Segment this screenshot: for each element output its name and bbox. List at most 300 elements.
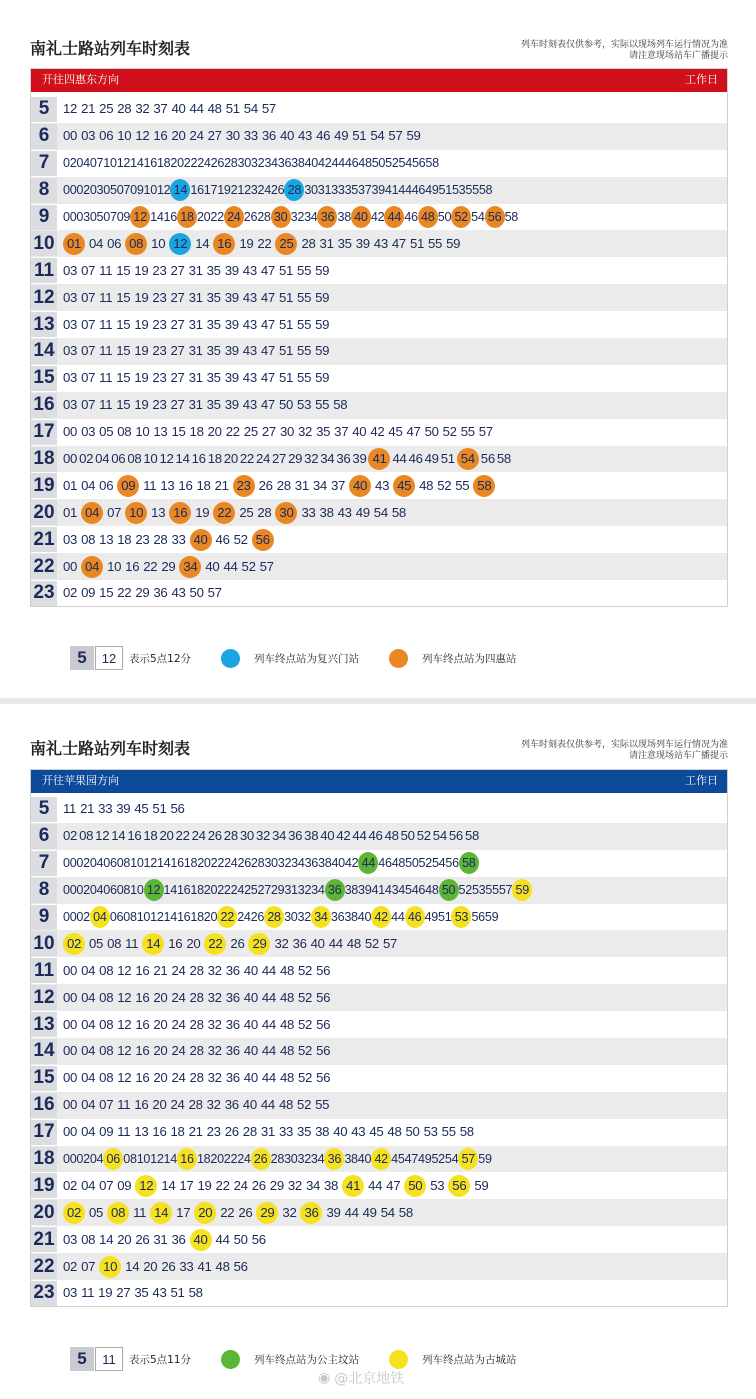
departure-minute: 22 (117, 585, 132, 601)
departure-minute: 03 (63, 1231, 78, 1247)
departure-minute: 32 (282, 1204, 297, 1220)
departure-minute: 23 (152, 343, 167, 359)
departure-minute: 31 (188, 262, 203, 278)
legend-hour-sample: 5 (70, 646, 94, 670)
departure-minute: 40 (171, 101, 186, 117)
departure-minute: 06 (107, 235, 122, 251)
departure-minute: 21 (81, 101, 96, 117)
departure-minute: 54 (373, 504, 388, 520)
departure-minute: 27 (116, 1285, 131, 1301)
departure-minute: 22 (210, 210, 224, 224)
departure-minute: 47 (404, 1152, 419, 1167)
minutes-list (63, 475, 499, 497)
hour-cell: 17 (31, 1120, 57, 1145)
departure-minute: 48 (279, 1070, 295, 1086)
minutes-list (63, 1121, 478, 1143)
departure-minute: 26 (224, 1124, 239, 1140)
departure-minute: 08 (116, 856, 131, 871)
departure-minute: 39 (224, 397, 239, 413)
departure-minute: 38 (318, 856, 332, 871)
departure-minute: 23 (135, 531, 150, 547)
departure-minute: 14 (161, 1177, 176, 1193)
departure-minute: 52 (298, 1070, 313, 1086)
departure-minute: 16 (191, 451, 206, 467)
departure-minute: 27 (170, 289, 185, 305)
departure-minute: 17 (203, 183, 218, 198)
departure-minute: 48 (391, 856, 406, 871)
departure-minute-yellow-terminus: 20 (194, 1202, 216, 1224)
departure-minute: 58 (425, 156, 439, 171)
table-row (30, 1280, 728, 1307)
departure-minute: 33 (243, 128, 258, 144)
departure-minute: 53 (423, 1124, 438, 1140)
departure-minute: 39 (326, 1204, 341, 1220)
departure-minute: 52 (241, 558, 256, 574)
departure-minute-yellow-terminus: 12 (135, 1175, 157, 1197)
table-row (30, 257, 728, 284)
departure-minute: 22 (175, 828, 190, 844)
departure-minute-orange-terminus: 40 (190, 529, 212, 551)
departure-minute: 48 (387, 1124, 402, 1140)
departure-minute: 44 (261, 1043, 276, 1059)
hour-cell: 11 (31, 258, 57, 283)
minutes-list (63, 260, 333, 282)
departure-minute: 18 (156, 156, 171, 171)
departure-minute: 24 (230, 883, 245, 898)
table-row (30, 177, 728, 204)
departure-minute: 40 (333, 1124, 348, 1140)
minutes-list (63, 879, 532, 901)
departure-minute: 14 (195, 235, 210, 251)
departure-minute: 18 (143, 828, 158, 844)
hour-cell: 16 (31, 1093, 57, 1118)
departure-minute: 48 (384, 828, 399, 844)
departure-minute: 20 (143, 1258, 158, 1274)
departure-minute: 59 (478, 1152, 492, 1167)
departure-minute: 35 (297, 1124, 312, 1140)
departure-minute: 33 (179, 1258, 194, 1274)
departure-minute: 43 (351, 1124, 366, 1140)
departure-minute: 27 (261, 424, 276, 440)
departure-minute: 00 (63, 856, 77, 871)
departure-minute: 31 (153, 1231, 168, 1247)
table-row (30, 1172, 728, 1199)
hour-cell: 13 (31, 312, 57, 337)
table-row (30, 1146, 728, 1173)
departure-minute: 09 (130, 183, 144, 198)
legend-hour-sample: 5 (70, 1347, 94, 1371)
minutes-list (63, 394, 351, 416)
departure-minute: 32 (277, 856, 292, 871)
departure-minute-green-terminus: 12 (144, 879, 164, 901)
departure-minute: 32 (207, 1016, 222, 1032)
departure-minute: 35 (344, 183, 359, 198)
legend-item-fuxingmen: 列车终点站为复兴门站 (254, 652, 360, 665)
departure-minute: 51 (278, 370, 294, 386)
departure-minute: 22 (215, 1177, 230, 1193)
departure-minute: 27 (257, 883, 271, 898)
departure-minute: 40 (310, 935, 325, 951)
departure-minute-orange-terminus: 23 (233, 475, 255, 497)
departure-minute: 56 (480, 451, 495, 467)
departure-minute: 04 (89, 235, 104, 251)
departure-minute: 40 (205, 558, 220, 574)
departure-minute: 08 (127, 451, 142, 467)
minutes-list (63, 1014, 334, 1036)
disclaimer-line-1: 列车时刻表仅供参考，实际以现场列车运行情况为准 (520, 40, 728, 50)
departure-minute-yellow-terminus: 10 (99, 1256, 121, 1278)
departure-minute: 44 (261, 1070, 276, 1086)
departure-minute: 53 (451, 183, 466, 198)
minutes-list (63, 1175, 492, 1197)
departure-minute: 20 (203, 883, 218, 898)
departure-minute: 18 (170, 1124, 185, 1140)
departure-minute: 07 (81, 1258, 96, 1274)
departure-minute: 38 (291, 156, 305, 171)
table-row (30, 472, 728, 499)
departure-minute: 00 (63, 910, 77, 924)
departure-minute: 11 (143, 477, 157, 493)
departure-minute: 09 (117, 1177, 132, 1193)
departure-minute-orange-terminus: 25 (275, 233, 297, 255)
departure-minute-yellow-terminus: 42 (371, 906, 391, 928)
departure-minute: 09 (116, 210, 131, 224)
departure-minute: 13 (151, 504, 166, 520)
departure-minute: 48 (279, 1016, 295, 1032)
departure-minute: 24 (189, 128, 204, 144)
departure-minute: 46 (411, 183, 426, 198)
departure-minute: 48 (279, 962, 295, 978)
minutes-list (63, 1282, 207, 1304)
departure-minute: 32 (207, 962, 222, 978)
table-row (30, 446, 728, 473)
hour-cell: 18 (31, 1147, 57, 1172)
departure-minute: 52 (297, 1097, 312, 1113)
departure-minute: 30 (239, 828, 254, 844)
departure-minute: 33 (278, 1124, 294, 1140)
departure-minute: 18 (207, 451, 222, 467)
departure-minute: 27 (170, 343, 185, 359)
departure-minute: 37 (334, 424, 349, 440)
table-row (30, 1226, 728, 1253)
departure-minute: 00 (63, 883, 77, 898)
departure-minute: 50 (400, 828, 415, 844)
departure-minute: 14 (163, 910, 177, 924)
minutes-list (63, 206, 518, 228)
departure-minute: 12 (117, 989, 132, 1005)
departure-minute: 08 (116, 883, 131, 898)
departure-minute: 26 (258, 477, 273, 493)
departure-minute: 03 (63, 531, 78, 547)
departure-minute: 22 (183, 156, 198, 171)
departure-minute: 04 (95, 451, 110, 467)
departure-minute: 33 (171, 531, 186, 547)
departure-minute: 16 (134, 1097, 149, 1113)
departure-minute: 54 (398, 156, 412, 171)
departure-minute: 18 (190, 910, 204, 924)
departure-minute: 20 (223, 451, 238, 467)
departure-minute: 49 (362, 1204, 377, 1220)
departure-minute: 20 (153, 1016, 168, 1032)
departure-minute: 28 (257, 504, 272, 520)
departure-minute-blue-terminus: 12 (169, 233, 191, 255)
hour-cell: 8 (31, 178, 57, 203)
departure-minute: 55 (460, 424, 475, 440)
departure-minute: 47 (386, 1177, 401, 1193)
minutes-list (63, 1040, 334, 1062)
departure-minute: 35 (206, 343, 221, 359)
departure-minute: 20 (153, 1043, 168, 1059)
departure-minute: 16 (135, 1016, 150, 1032)
table-row (30, 311, 728, 338)
departure-minute: 21 (153, 962, 168, 978)
departure-minute: 14 (99, 1231, 114, 1247)
departure-minute: 51 (152, 801, 167, 817)
departure-minute: 34 (311, 883, 325, 898)
departure-minute: 01 (63, 504, 78, 520)
departure-minute-orange-terminus: 40 (351, 206, 371, 228)
departure-minute: 50 (278, 397, 294, 413)
departure-minute: 11 (99, 289, 113, 305)
weibo-icon: ◉ (318, 1370, 331, 1386)
departure-minute: 57 (261, 101, 276, 117)
departure-minute-orange-terminus: 48 (418, 206, 438, 228)
disclaimer-line-2: 请注意现场站车广播提示 (628, 751, 728, 761)
departure-minute: 03 (63, 397, 78, 413)
departure-minute: 38 (344, 910, 358, 924)
departure-minute: 24 (171, 962, 186, 978)
departure-minute: 26 (250, 910, 265, 924)
departure-minute: 59 (315, 262, 330, 278)
departure-minute: 19 (134, 370, 149, 386)
departure-minute: 34 (312, 477, 327, 493)
departure-minute: 50 (371, 156, 386, 171)
departure-minute: 14 (163, 1152, 177, 1167)
departure-minute: 35 (206, 397, 221, 413)
departure-minute: 40 (304, 156, 319, 171)
departure-minute: 25 (243, 424, 258, 440)
hour-cell: 22 (31, 554, 57, 579)
departure-minute: 39 (352, 451, 367, 467)
departure-minute: 15 (99, 585, 114, 601)
departure-minute: 31 (284, 883, 298, 898)
departure-minute: 30 (225, 128, 240, 144)
departure-minute: 28 (250, 856, 265, 871)
departure-minute: 16 (127, 828, 142, 844)
departure-minute: 14 (111, 828, 126, 844)
departure-minute: 14 (175, 451, 190, 467)
departure-minute: 19 (197, 1177, 212, 1193)
departure-minute: 15 (116, 316, 131, 332)
departure-minute: 32 (207, 989, 222, 1005)
departure-minute: 31 (188, 289, 203, 305)
departure-minute: 04 (81, 1177, 96, 1193)
departure-minute: 59 (315, 289, 330, 305)
departure-minute: 56 (316, 962, 331, 978)
departure-minute: 06 (103, 883, 117, 898)
hour-cell: 5 (31, 97, 57, 122)
departure-minute: 32 (297, 910, 311, 924)
departure-minute: 08 (99, 962, 114, 978)
table-row (30, 123, 728, 150)
departure-minute: 07 (81, 262, 96, 278)
departure-minute: 18 (196, 477, 211, 493)
departure-minute: 21 (188, 1124, 203, 1140)
departure-minute-orange-terminus: 04 (81, 502, 103, 524)
minutes-list (63, 448, 513, 470)
departure-minute-orange-terminus: 01 (63, 233, 85, 255)
departure-minute: 30 (284, 910, 298, 924)
departure-minute: 35 (206, 262, 221, 278)
departure-minute: 15 (116, 397, 131, 413)
departure-minute: 07 (81, 289, 96, 305)
departure-minute-yellow-terminus: 06 (103, 1148, 123, 1170)
departure-minute: 32 (290, 210, 305, 224)
departure-minute: 34 (272, 828, 287, 844)
departure-minute: 08 (81, 531, 96, 547)
departure-minute: 28 (189, 1016, 204, 1032)
departure-minute: 28 (301, 235, 316, 251)
departure-minute: 26 (230, 935, 245, 951)
departure-minute: 43 (242, 289, 257, 305)
departure-minute: 16 (176, 883, 191, 898)
departure-minute: 51 (225, 101, 240, 117)
departure-minute: 33 (301, 504, 316, 520)
departure-minute: 36 (225, 1043, 240, 1059)
departure-minute: 14 (156, 856, 171, 871)
departure-minute: 50 (424, 424, 439, 440)
departure-minute: 49 (355, 504, 370, 520)
departure-minute: 35 (206, 370, 221, 386)
departure-minute: 39 (355, 235, 370, 251)
departure-minute: 12 (150, 1152, 164, 1167)
departure-minute: 12 (116, 156, 131, 171)
departure-minute-yellow-terminus: 22 (204, 933, 226, 955)
departure-minute: 00 (63, 1070, 78, 1086)
departure-minute: 41 (371, 883, 385, 898)
departure-minute: 53 (471, 883, 486, 898)
hour-cell: 12 (31, 985, 57, 1010)
departure-minute: 10 (136, 910, 151, 924)
departure-minute: 38 (344, 883, 359, 898)
departure-minute: 22 (225, 424, 240, 440)
departure-minute: 26 (238, 1204, 253, 1220)
table-row (30, 419, 728, 446)
departure-minute: 59 (315, 316, 330, 332)
departure-minute: 16 (168, 935, 183, 951)
departure-minute: 21 (80, 801, 95, 817)
departure-minute: 44 (368, 1177, 383, 1193)
departure-minute-orange-terminus: 04 (81, 556, 103, 578)
departure-minute: 29 (135, 585, 150, 601)
departure-minute: 31 (260, 1124, 275, 1140)
departure-minute: 27 (272, 451, 287, 467)
departure-minute: 52 (298, 1016, 313, 1032)
table-row (30, 904, 728, 931)
departure-minute: 08 (99, 1043, 114, 1059)
departure-minute: 42 (370, 424, 385, 440)
departure-minute: 04 (81, 962, 96, 978)
departure-minute: 36 (225, 1070, 240, 1086)
departure-minute: 44 (223, 558, 238, 574)
departure-minute: 32 (297, 1152, 311, 1167)
departure-minute-orange-terminus: 24 (224, 206, 244, 228)
timetable-grid (30, 96, 728, 607)
departure-minute-yellow-terminus: 29 (248, 933, 270, 955)
departure-minute: 32 (206, 1097, 221, 1113)
minutes-list (63, 367, 333, 389)
direction-label: 开往四惠东方向 (42, 73, 119, 86)
minutes-list (63, 1094, 333, 1116)
departure-minute: 56 (170, 801, 185, 817)
departure-minute: 11 (99, 397, 113, 413)
departure-minute: 08 (79, 828, 94, 844)
departure-minute: 03 (63, 262, 78, 278)
departure-minute: 32 (298, 424, 313, 440)
departure-minute: 51 (352, 128, 367, 144)
departure-minute: 12 (117, 1043, 132, 1059)
hour-cell: 8 (31, 878, 57, 903)
departure-minute: 02 (63, 156, 77, 171)
departure-minute: 36 (304, 856, 319, 871)
departure-minute: 40 (242, 1097, 257, 1113)
departure-minute: 38 (344, 1152, 358, 1167)
departure-minute: 31 (319, 235, 334, 251)
departure-minute: 31 (188, 316, 203, 332)
departure-minute: 32 (274, 935, 289, 951)
departure-minute: 40 (243, 962, 258, 978)
departure-minute: 37 (153, 101, 168, 117)
departure-minute: 43 (171, 585, 186, 601)
departure-minute: 20 (203, 910, 218, 924)
departure-minute: 07 (81, 397, 96, 413)
departure-minute: 36 (292, 935, 307, 951)
departure-minute-orange-terminus: 58 (473, 475, 495, 497)
departure-minute: 48 (278, 1097, 294, 1113)
departure-minute: 52 (416, 828, 431, 844)
table-row (30, 877, 728, 904)
departure-minute: 24 (171, 989, 186, 1005)
departure-minute: 04 (89, 856, 104, 871)
table-row (30, 96, 728, 123)
departure-minute: 24 (257, 183, 271, 198)
departure-minute: 55 (428, 235, 443, 251)
hour-cell: 14 (31, 339, 57, 364)
departure-minute: 40 (279, 128, 295, 144)
departure-minute: 21 (230, 183, 245, 198)
yellow-dot-icon (389, 1350, 408, 1369)
departure-minute: 46 (408, 451, 423, 467)
departure-minute: 24 (171, 1070, 186, 1086)
departure-minute-yellow-terminus: 29 (256, 1202, 278, 1224)
departure-minute: 29 (161, 558, 176, 574)
table-row (30, 984, 728, 1011)
departure-minute: 58 (188, 1285, 203, 1301)
departure-minute: 30 (237, 156, 251, 171)
departure-minute: 34 (320, 451, 335, 467)
timetable-panel-eastbound (0, 704, 756, 1399)
departure-minute: 15 (116, 343, 131, 359)
departure-minute: 44 (391, 910, 405, 924)
hour-cell: 10 (31, 231, 57, 256)
departure-minute: 44 (215, 1231, 230, 1247)
departure-minute: 57 (382, 935, 398, 951)
timetable-grid (30, 796, 728, 1307)
departure-minute: 12 (117, 1016, 132, 1032)
departure-minute: 05 (99, 424, 114, 440)
departure-minute: 31 (188, 370, 203, 386)
departure-minute: 37 (330, 477, 346, 493)
